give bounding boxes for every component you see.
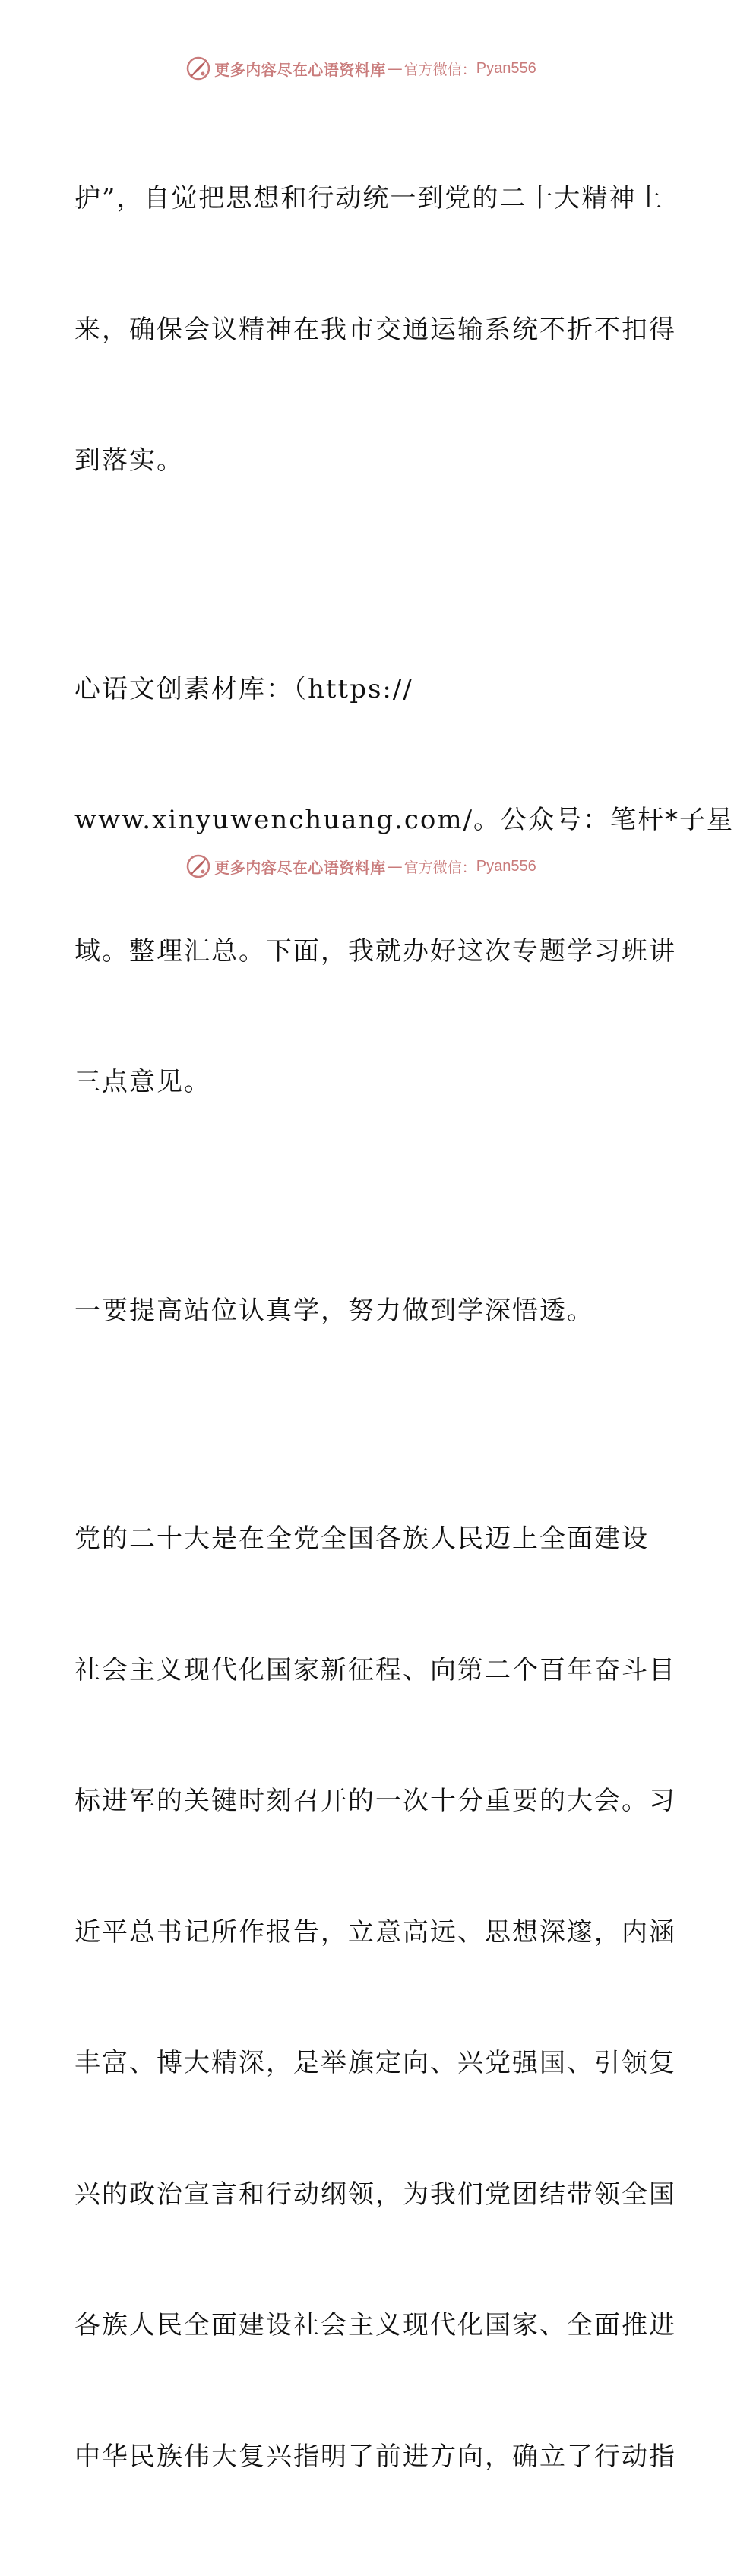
text-line: 三点意见。 xyxy=(74,1067,211,1097)
text-line: 近平总书记所作报告，立意高远、思想深邃，内涵 xyxy=(74,1916,676,1948)
text-line: 丰富、博大精深，是举旗定向、兴党强国、引领复 xyxy=(74,2048,676,2078)
text-line: 来，确保会议精神在我市交通运输系统不折不扣得 xyxy=(74,314,676,345)
text-line: 心语文创素材库：（https:// xyxy=(74,673,413,704)
text-line: 各族人民全面建设社会主义现代化国家、全面推进 xyxy=(74,2310,676,2340)
quill-logo-icon xyxy=(185,55,211,81)
banner-main-text: 更多内容尽在心语资料库 xyxy=(214,858,386,877)
banner-wechat-id: Pyan556 xyxy=(476,59,536,77)
text-line: 域。整理汇总。下面，我就办好这次专题学习班讲 xyxy=(74,935,676,967)
text-line: 社会主义现代化国家新征程、向第二个百年奋斗目 xyxy=(74,1654,676,1685)
banner-main-text: 更多内容尽在心语资料库 xyxy=(214,60,386,79)
paragraph-3-heading xyxy=(74,1202,652,1421)
text-line: 到落实。 xyxy=(74,445,184,476)
text-line-url: www.xinyuwenchuang.com/。公众号：笔杆*子星 xyxy=(74,805,734,835)
paragraph-1 xyxy=(74,90,676,571)
text-line: 一要提高站位认真学，努力做到学深悟透。 xyxy=(74,1295,594,1326)
text-line: 护”，自觉把思想和行动统一到党的二十大精神上 xyxy=(74,183,664,214)
text-line: 中华民族伟大复兴指明了前进方向，确立了行动指 xyxy=(74,2441,676,2472)
header-watermark-banner xyxy=(0,53,722,84)
paragraph-4 xyxy=(74,1430,676,2566)
text-line: 标进军的关键时刻召开的一次十分重要的大会。习 xyxy=(74,1786,676,1816)
text-line: 党的二十大是在全党全国各族人民迈上全面建设 xyxy=(74,1524,649,1554)
banner-wechat-label: 官方微信： xyxy=(403,61,476,78)
quill-logo-icon xyxy=(185,853,211,879)
banner-wechat-label: 官方微信： xyxy=(403,859,476,876)
banner-dash: — xyxy=(387,59,403,78)
document-body xyxy=(74,90,734,2576)
paragraph-2 xyxy=(74,581,734,1192)
footer-watermark-banner xyxy=(0,851,722,881)
banner-wechat-id: Pyan556 xyxy=(476,857,536,875)
text-line: 兴的政治宣言和行动纲领，为我们党团结带领全国 xyxy=(74,2179,676,2210)
banner-dash: — xyxy=(387,857,403,875)
